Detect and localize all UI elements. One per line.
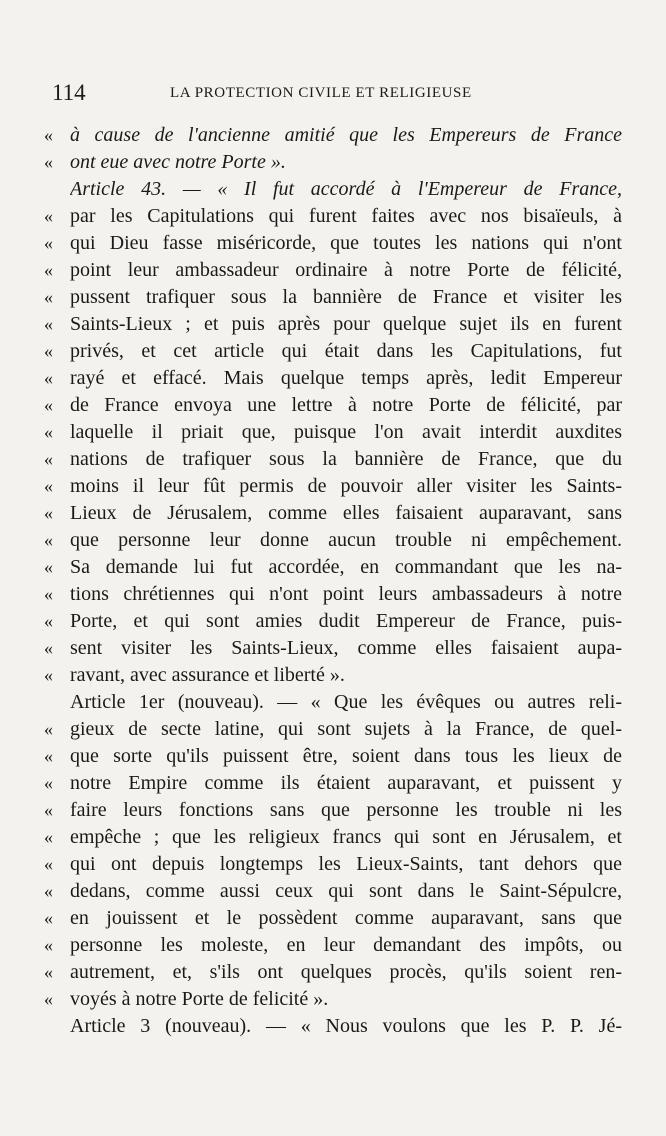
line-text: Lieux de Jérusalem, comme elles faisaient auparavant, sans bbox=[70, 502, 622, 524]
text-line bbox=[44, 365, 622, 392]
line-text: point leur ambassadeur ordinaire à notre Porte de félicité, bbox=[70, 259, 622, 281]
text-line bbox=[44, 149, 622, 176]
line-text: Porte, et qui sont amies dudit Empereur de France, puis- bbox=[70, 610, 622, 632]
quote-mark: « bbox=[44, 854, 53, 874]
quote-mark: « bbox=[44, 962, 53, 982]
line-text: qui ont depuis longtemps les Lieux-Saints, tant dehors que bbox=[70, 853, 622, 875]
text-line bbox=[44, 689, 622, 716]
quote-mark: « bbox=[44, 503, 53, 523]
text-line bbox=[44, 1013, 622, 1040]
text-line bbox=[44, 986, 622, 1013]
line-text: à cause de l'ancienne amitié que les Empereurs de France bbox=[70, 124, 622, 146]
text-line bbox=[44, 554, 622, 581]
quote-mark: « bbox=[44, 341, 53, 361]
text-line bbox=[44, 662, 622, 689]
line-text: laquelle il priait que, puisque l'on avait interdit auxdites bbox=[70, 421, 622, 443]
line-text: rayé et effacé. Mais quelque temps après, ledit Empereur bbox=[70, 367, 622, 389]
quote-mark: « bbox=[44, 800, 53, 820]
line-text: Article 3 (nouveau). — « Nous voulons que les P. P. Jé- bbox=[70, 1015, 622, 1037]
text-line bbox=[44, 176, 622, 203]
running-head: LA PROTECTION CIVILE ET RELIGIEUSE bbox=[170, 85, 472, 101]
quote-mark: « bbox=[44, 827, 53, 847]
page-header bbox=[52, 80, 622, 110]
quote-mark: « bbox=[44, 125, 53, 145]
text-line bbox=[44, 392, 622, 419]
line-text: pussent trafiquer sous la bannière de France et visiter les bbox=[70, 286, 622, 308]
text-line bbox=[44, 797, 622, 824]
text-line bbox=[44, 122, 622, 149]
line-text: sent visiter les Saints-Lieux, comme elles faisaient aupa- bbox=[70, 637, 622, 659]
quote-mark: « bbox=[44, 233, 53, 253]
quote-mark: « bbox=[44, 935, 53, 955]
quote-mark: « bbox=[44, 584, 53, 604]
quote-mark: « bbox=[44, 773, 53, 793]
line-text: qui Dieu fasse miséricorde, que toutes les nations qui n'ont bbox=[70, 232, 622, 254]
line-text: nations de trafiquer sous la bannière de France, que du bbox=[70, 448, 622, 470]
text-line bbox=[44, 257, 622, 284]
line-text: moins il leur fût permis de pouvoir aller visiter les Saints- bbox=[70, 475, 622, 497]
line-text: par les Capitulations qui furent faites avec nos bisaïeuls, à bbox=[70, 205, 622, 227]
text-line bbox=[44, 770, 622, 797]
line-text: Saints-Lieux ; et puis après pour quelque sujet ils en furent bbox=[70, 313, 622, 335]
text-line bbox=[44, 446, 622, 473]
quote-mark: « bbox=[44, 989, 53, 1009]
text-line bbox=[44, 851, 622, 878]
text-line bbox=[44, 608, 622, 635]
line-text: faire leurs fonctions sans que personne les trouble ni les bbox=[70, 799, 622, 821]
text-line bbox=[44, 311, 622, 338]
quote-mark: « bbox=[44, 287, 53, 307]
line-text: gieux de secte latine, qui sont sujets à la France, de quel- bbox=[70, 718, 622, 740]
quote-mark: « bbox=[44, 314, 53, 334]
page-number: 114 bbox=[52, 80, 86, 105]
text-line bbox=[44, 338, 622, 365]
text-line bbox=[44, 716, 622, 743]
quote-mark: « bbox=[44, 665, 53, 685]
line-text: autrement, et, s'ils ont quelques procès, qu'ils soient ren- bbox=[70, 961, 622, 983]
text-line bbox=[44, 284, 622, 311]
quote-mark: « bbox=[44, 611, 53, 631]
text-line bbox=[44, 932, 622, 959]
text-line bbox=[44, 230, 622, 257]
text-line bbox=[44, 905, 622, 932]
quote-mark: « bbox=[44, 395, 53, 415]
text-line bbox=[44, 500, 622, 527]
line-text: ravant, avec assurance et liberté ». bbox=[70, 664, 345, 686]
line-text: personne les moleste, en leur demandant des impôts, ou bbox=[70, 934, 622, 956]
line-text: Article 1er (nouveau). — « Que les évêques ou autres reli- bbox=[70, 691, 622, 713]
quote-mark: « bbox=[44, 152, 53, 172]
quote-mark: « bbox=[44, 206, 53, 226]
line-text: que personne leur donne aucun trouble ni empêchement. bbox=[70, 529, 622, 551]
line-text: en jouissent et le possèdent comme auparavant, sans que bbox=[70, 907, 622, 929]
text-line bbox=[44, 527, 622, 554]
text-line bbox=[44, 878, 622, 905]
quote-mark: « bbox=[44, 260, 53, 280]
quote-mark: « bbox=[44, 368, 53, 388]
quote-mark: « bbox=[44, 881, 53, 901]
quote-mark: « bbox=[44, 746, 53, 766]
quote-mark: « bbox=[44, 530, 53, 550]
text-line bbox=[44, 419, 622, 446]
quote-mark: « bbox=[44, 557, 53, 577]
text-line bbox=[44, 581, 622, 608]
quote-mark: « bbox=[44, 908, 53, 928]
line-text: notre Empire comme ils étaient auparavant, et puissent y bbox=[70, 772, 622, 794]
line-text: dedans, comme aussi ceux qui sont dans le Saint-Sépulcre, bbox=[70, 880, 622, 902]
page-body-text bbox=[44, 122, 622, 1040]
quote-mark: « bbox=[44, 638, 53, 658]
line-text: de France envoya une lettre à notre Porte de félicité, par bbox=[70, 394, 622, 416]
line-text: privés, et cet article qui était dans les Capitulations, fut bbox=[70, 340, 622, 362]
line-text: que sorte qu'ils puissent être, soient dans tous les lieux de bbox=[70, 745, 622, 767]
quote-mark: « bbox=[44, 449, 53, 469]
line-text: empêche ; que les religieux francs qui sont en Jérusalem, et bbox=[70, 826, 622, 848]
line-text: ont eue avec notre Porte ». bbox=[70, 151, 286, 173]
quote-mark: « bbox=[44, 476, 53, 496]
line-text: Article 43. — « Il fut accordé à l'Empereur de France, bbox=[70, 178, 622, 200]
line-text: tions chrétiennes qui n'ont point leurs ambassadeurs à notre bbox=[70, 583, 622, 605]
text-line bbox=[44, 203, 622, 230]
text-line bbox=[44, 635, 622, 662]
quote-mark: « bbox=[44, 422, 53, 442]
quote-mark: « bbox=[44, 719, 53, 739]
text-line bbox=[44, 473, 622, 500]
text-line bbox=[44, 743, 622, 770]
line-text: Sa demande lui fut accordée, en commandant que les na- bbox=[70, 556, 622, 578]
text-line bbox=[44, 824, 622, 851]
text-line bbox=[44, 959, 622, 986]
line-text: voyés à notre Porte de felicité ». bbox=[70, 988, 329, 1010]
